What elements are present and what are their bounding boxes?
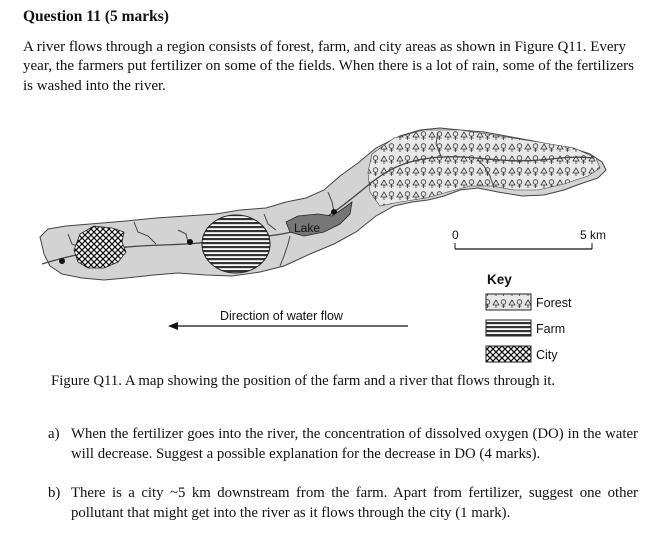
legend-forest	[486, 294, 572, 310]
legend-farm	[486, 320, 565, 336]
question-a-label: a)	[48, 426, 60, 442]
legend-forest-label: Forest	[536, 296, 572, 310]
forest-icon	[486, 294, 531, 310]
forest-area	[368, 130, 600, 206]
river-map-figure	[28, 118, 628, 368]
scale-bar	[452, 228, 606, 249]
flow-direction-arrow	[168, 309, 408, 330]
legend-farm-label: Farm	[536, 322, 566, 336]
legend	[486, 272, 572, 362]
question-a-text: When the fertilizer goes into the river, the concentration of dissolved oxygen (DO) in the water will decrease. Suggest a possible explanation for the decrease in DO (4 marks).	[71, 426, 638, 462]
farm-icon	[486, 320, 531, 336]
question-b-text: There is a city ~5 km downstream from the farm. Apart from fertilizer, suggest one other pollutant that might get into the river as it flows through the city (1 mark).	[71, 485, 638, 521]
flow-label: Direction of water flow	[220, 309, 343, 323]
question-heading: Question 11 (5 marks)	[23, 8, 169, 25]
farm-area	[202, 215, 270, 273]
intro-paragraph: A river flows through a region consists of forest, farm, and city areas as shown in Figure Q11. Every year, the farmers put fertilizer on some of the fields. When there is a lot of rain, some of the fertilizers is washed into the river.	[23, 39, 634, 94]
figure-caption: Figure Q11. A map showing the position of the farm and a river that flows through it.	[51, 373, 556, 389]
question-b-label: b)	[48, 485, 61, 501]
legend-city	[486, 346, 558, 362]
scale-start: 0	[452, 228, 459, 242]
scale-end: 5 km	[580, 228, 607, 242]
legend-city-label: City	[536, 348, 558, 362]
lake-label: Lake	[294, 221, 321, 235]
city-icon	[486, 346, 531, 362]
key-title: Key	[487, 272, 512, 287]
